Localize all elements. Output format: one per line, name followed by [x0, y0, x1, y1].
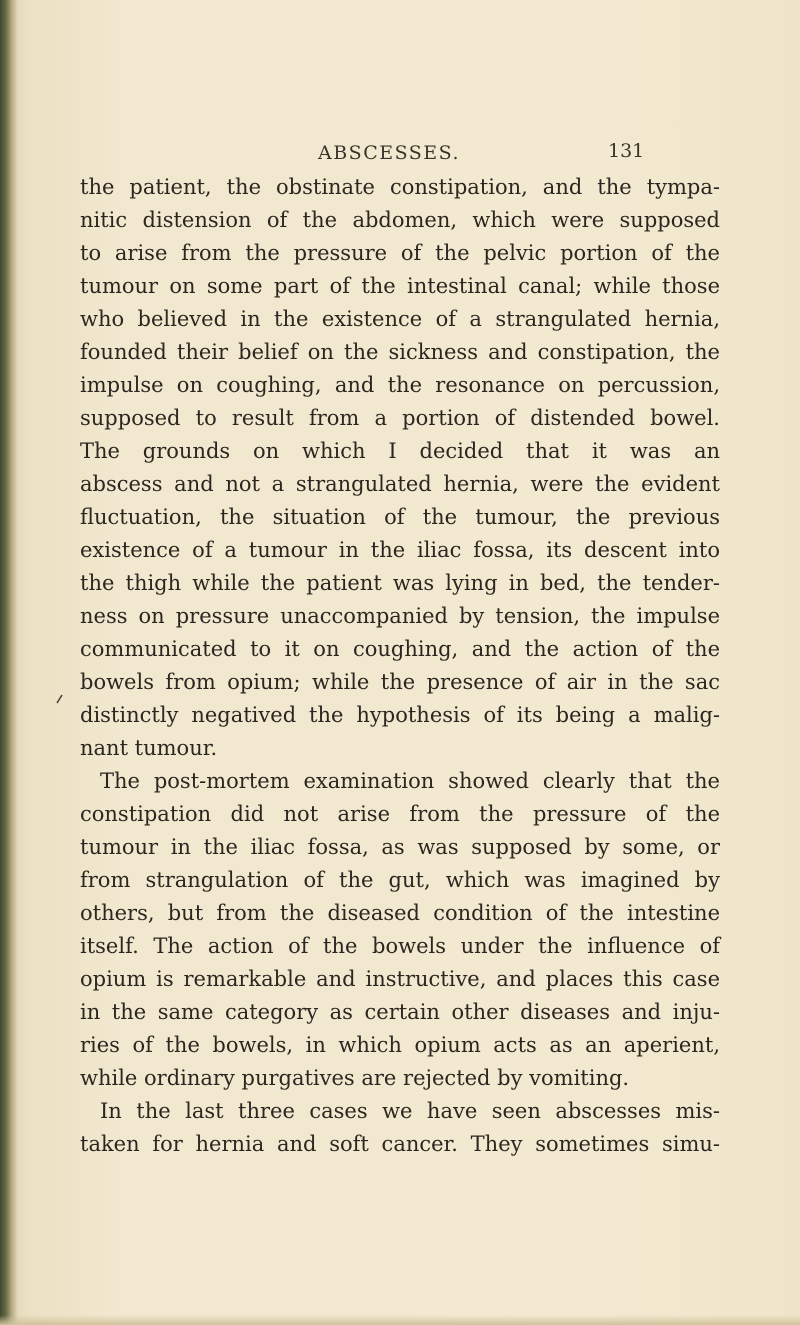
text-line: supposed to result from a portion of distended bowel. [80, 406, 720, 430]
text-line: abscess and not a strangulated hernia, were the evident [80, 472, 720, 496]
text-line: In the last three cases we have seen abscesses mis- [100, 1099, 720, 1123]
text-line: from strangulation of the gut, which was imagined by [80, 868, 720, 892]
margin-pencil-mark [56, 692, 64, 708]
text-line: nant tumour. [80, 736, 218, 760]
text-line: to arise from the pressure of the pelvic portion of the [80, 241, 720, 265]
text-line: constipation did not arise from the pressure of the [80, 802, 720, 826]
text-line: ness on pressure unaccompanied by tension, the impulse [80, 604, 720, 628]
page-number: 131 [608, 140, 645, 162]
text-line: The grounds on which I decided that it was an [80, 439, 720, 463]
text-line: communicated to it on coughing, and the action of the [80, 637, 720, 661]
running-head [0, 142, 800, 172]
text-line: others, but from the diseased condition of the intestine [80, 901, 720, 925]
text-line: existence of a tumour in the iliac fossa, its descent into [80, 538, 720, 562]
text-line: impulse on coughing, and the resonance on percussion, [80, 373, 720, 397]
text-line: fluctuation, the situation of the tumour, the previous [80, 505, 720, 529]
text-line: itself. The action of the bowels under the influence of [80, 934, 720, 958]
text-line: founded their belief on the sickness and constipation, the [80, 340, 720, 364]
text-line: the patient, the obstinate constipation, and the tympa- [80, 175, 720, 199]
text-line: in the same category as certain other diseases and inju- [80, 1000, 720, 1024]
text-line: opium is remarkable and instructive, and places this case [80, 967, 720, 991]
page-binding-edge [0, 0, 18, 1325]
text-line: while ordinary purgatives are rejected by vomiting. [80, 1066, 630, 1090]
text-line: ries of the bowels, in which opium acts as an aperient, [80, 1033, 720, 1057]
text-line: distinctly negatived the hypothesis of its being a malig- [80, 703, 720, 727]
text-line: the thigh while the patient was lying in bed, the tender- [80, 571, 720, 595]
text-line: nitic distension of the abdomen, which were supposed [80, 208, 720, 232]
text-line: tumour on some part of the intestinal canal; while those [80, 274, 720, 298]
text-line: The post-mortem examination showed clearly that the [100, 769, 720, 793]
page-bottom-edge [0, 1315, 800, 1325]
running-title: ABSCESSES. [318, 142, 461, 164]
text-line: bowels from opium; while the presence of air in the sac [80, 670, 720, 694]
text-line: taken for hernia and soft cancer. They sometimes simu- [80, 1132, 720, 1156]
text-line: who believed in the existence of a strangulated hernia, [80, 307, 720, 331]
text-line: tumour in the iliac fossa, as was supposed by some, or [80, 835, 720, 859]
